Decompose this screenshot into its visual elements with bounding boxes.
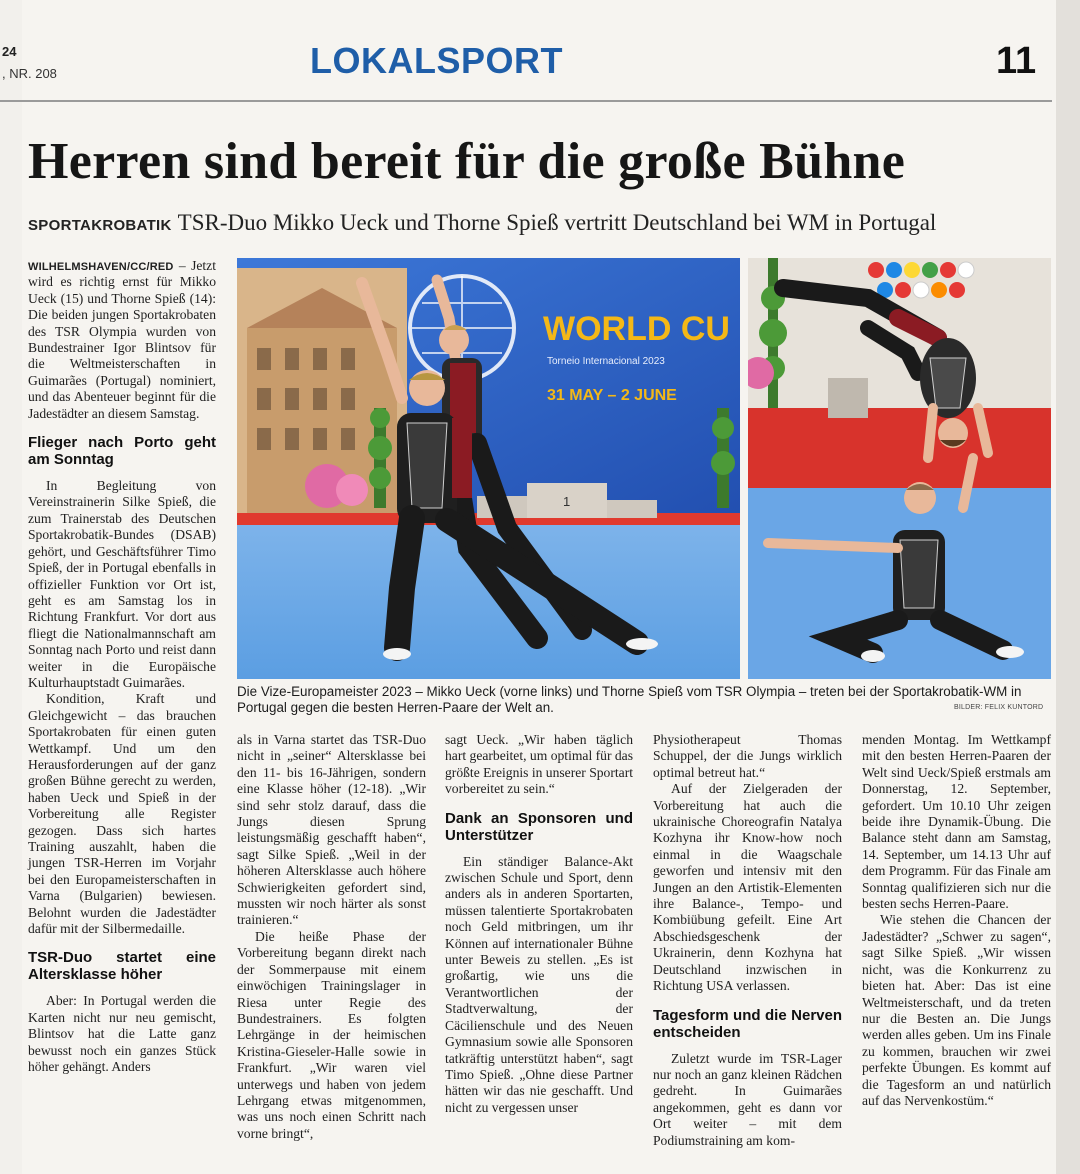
left-page-gutter (0, 0, 22, 1174)
photo-balance-lift-graphic (748, 258, 1051, 679)
banner-subtitle-text: Torneio Internacional 2023 (547, 356, 665, 367)
paragraph: Die heiße Phase der Vorbereitung begann direkt nach der Sommerpause mit einem einwöchigen Trainingslager in Riesa unter Regie des Bundestrainers. Es folgten Lehrgänge in der heimischen Kristina-Gieseler-Halle sowie in Frankfurt. „Wir waren viel unterwegs und haben von jedem Lehrgang etwas mitgenommen, was uns noch einen Schritt nach vorne bringt“, (237, 928, 426, 1141)
article-column-3 (445, 732, 633, 1116)
paragraph: Kondition, Kraft und Gleichgewicht – das brauchen Sportakrobaten für einen guten Wettkampf. Und um den Herausforderungen auf der ganz großen Bühne gerecht zu werden, haben Ueck und Spieß in der Vorbereitung alle Register gezogen. Dass sich hartes Training auszahlt, haben die jungen TSR-Herren im Vorjahr bei den Europameisterschaften in Varna (Bulgarien) bewiesen. Belohnt wurden die Jadestädter dafür mit der Silbermedaille. (28, 691, 216, 937)
article-column-1 (28, 258, 216, 1075)
right-page-gutter (1056, 0, 1080, 1174)
paragraph: Auf der Zielgeraden der Vorbereitung hat auch die ukrainische Choreografin Natalya Kozhyna ihr Know-how noch einmal in die Waagschale geworfen und intensiv mit den Jungen an den Artistik-Elementen ihre Balance-, Tempo- und Kombiübung gefeilt. Eine Art Abschiedsgeschenk der Ukrainerin, denn Kozhyna hat Deutschland inzwischen in Richtung USA verlassen. (653, 781, 842, 994)
kicker: SPORTAKROBATIK (28, 217, 172, 234)
paragraph: Zuletzt wurde im TSR-Lager nur noch an ganz kleinen Rädchen gedreht. In Guimarães angekommen, geht es dann vor Ort weiter – mit dem Podiumstraining am kom- (653, 1050, 842, 1148)
paragraph: Physiotherapeut Thomas Schuppel, der die Jungs wirklich optimal betreut hat.“ (653, 732, 842, 780)
paragraph: menden Montag. Im Wettkampf mit den besten Herren-Paaren der Welt sind Ueck/Spieß erstmals am Donnerstag, 12. September, gefordert. Um 10.10 Uhr zeigen beide ihre Dynamik-Übung. Die Balance steht dann am Samstag, 14. September, um 14.13 Uhr auf dem Programm. Für das Finale am Sonntag qualifizieren sich nur die besten sechs Herren-Paare. (862, 732, 1051, 912)
paragraph: In Begleitung von Vereinstrainerin Silke Spieß, die zum Trainerstab des Deutschen Sportakrobatik-Bundes (DSAB) gehört, und Geschäftsführer Timo Spieß, der in Portugal ebenfalls in offizieller Funktion vor Ort ist, geht es am Samstag los in Richtung Frankfurt. Vor dort aus fliegt die Nationalmannschaft am Sonntag nach Porto und reist dann weiter in die Europäische Kulturhauptstadt Guimarães. (28, 478, 216, 690)
article-subheadline (28, 210, 936, 236)
paragraph: Aber: In Portugal werden die Karten nicht nur neu gemischt, Blintsov hat die Latte ganz bewusst noch ein ganzes Stück höher gehängt. Anders (28, 993, 216, 1075)
photo-balance-lift (748, 258, 1051, 679)
article-column-2 (237, 732, 426, 1142)
subheadline-text: TSR-Duo Mikko Ueck und Thorne Spieß vertritt Deutschland bei WM in Portugal (177, 210, 937, 235)
page-number: 11 (996, 40, 1037, 82)
article-column-4 (653, 732, 842, 1149)
dateline: WILHELMSHAVEN/CC/RED (28, 261, 174, 273)
header-rule (0, 100, 1052, 102)
paragraph: Ein ständiger Balance-Akt zwischen Schule und Sport, denn anders als in anderen Sportarten, müssen talentierte Sportakrobaten noch Geld mitbringen, um ihr Können auf internationaler Bühne unter Beweis zu stellen. „Es ist großartig, wie uns die Verantwortlichen der Stadtverwaltung, der Cäcilienschule und des Neuen Gymnasium sowie alle Sponsoren tatkräftig unterstützt haben“, sagt Timo Spieß. „Ohne diese Partner hätten wir das nie geschafft. Und nicht zu vergessen unser (445, 853, 633, 1115)
photo-credit: BILDER: FELIX KUNTORD (954, 704, 1044, 711)
subheading-sponsoren: Dank an Sponsoren und Unterstützer (445, 809, 633, 844)
photo-caption: Die Vize-Europameister 2023 – Mikko Ueck (vorne links) und Thorne Spieß vom TSR Olympia – treten bei der Sportakrobatik-WM in Portugal gegen die besten Herren-Paare der Welt an. (237, 684, 1022, 715)
article-column-5 (862, 732, 1051, 1109)
subheading-altersklasse: TSR-Duo startet eine Altersklasse höher (28, 949, 216, 984)
paragraph: als in Varna startet das TSR-Duo nicht in „seiner“ Altersklasse bei den 11- bis 16-Jährigen, sondern eine Klasse höher (12-18). „Wir sind sehr stolz darauf, dass die Jungs diesen Sprung leistungsmäßig geschafft haben“, sagt Silke Spieß. „Weil in der höheren Altersklasse auch höhere Schwierigkeiten gefordert sind, mussten wir noch härter als sonst trainieren.“ (237, 732, 426, 928)
header-date-fragment: 24 (2, 44, 17, 59)
article-headline: Herren sind bereit für die große Bühne (28, 133, 906, 190)
header-issue-fragment: , NR. 208 (2, 66, 57, 81)
intro-paragraph: WILHELMSHAVEN/CC/RED – Jetzt wird es richtig ernst für Mikko Ueck (15) und Thorne Spieß (14): Die beiden jungen Sportakrobaten des TSR Olympia wurden von Bundestrainer Igor Blintsov für die Weltmeisterschaften in Guimarães (Portugal) nominiert, und das Abenteuer beginnt für die Jadestädter an diesem Samstag. (28, 258, 216, 421)
photo-duo-pose-graphic (237, 258, 740, 679)
photo-duo-pose (237, 258, 740, 679)
paragraph: Wie stehen die Chancen der Jadestädter? „Schwer zu sagen“, sagt Silke Spieß. „Wir wissen nicht, was die Konkurrenz zu bieten hat. Aber: Das ist eine Weltmeisterschaft, und da treten nur die Besten an. Die Jungs werden alles geben. Um ins Finale zu kommen, brauchen wir zwei perfekte Übungen. Es kommt auf die Tagesform an und natürlich auf das Nervenkostüm.“ (862, 912, 1051, 1108)
subheading-tagesform: Tagesform und die Nerven entscheiden (653, 1006, 842, 1041)
section-title: LOKALSPORT (310, 40, 563, 81)
banner-dates-text: 31 MAY – 2 JUNE (547, 387, 677, 404)
podium-number: 1 (563, 494, 571, 509)
subheading-flieger: Flieger nach Porto geht am Sonntag (28, 434, 216, 469)
paragraph: sagt Ueck. „Wir haben täglich hart gearbeitet, um optimal für das größte Ereignis in unserer Sportart vorbereitet zu sein.“ (445, 732, 633, 797)
banner-world-cup-text: WORLD CU (543, 310, 730, 348)
